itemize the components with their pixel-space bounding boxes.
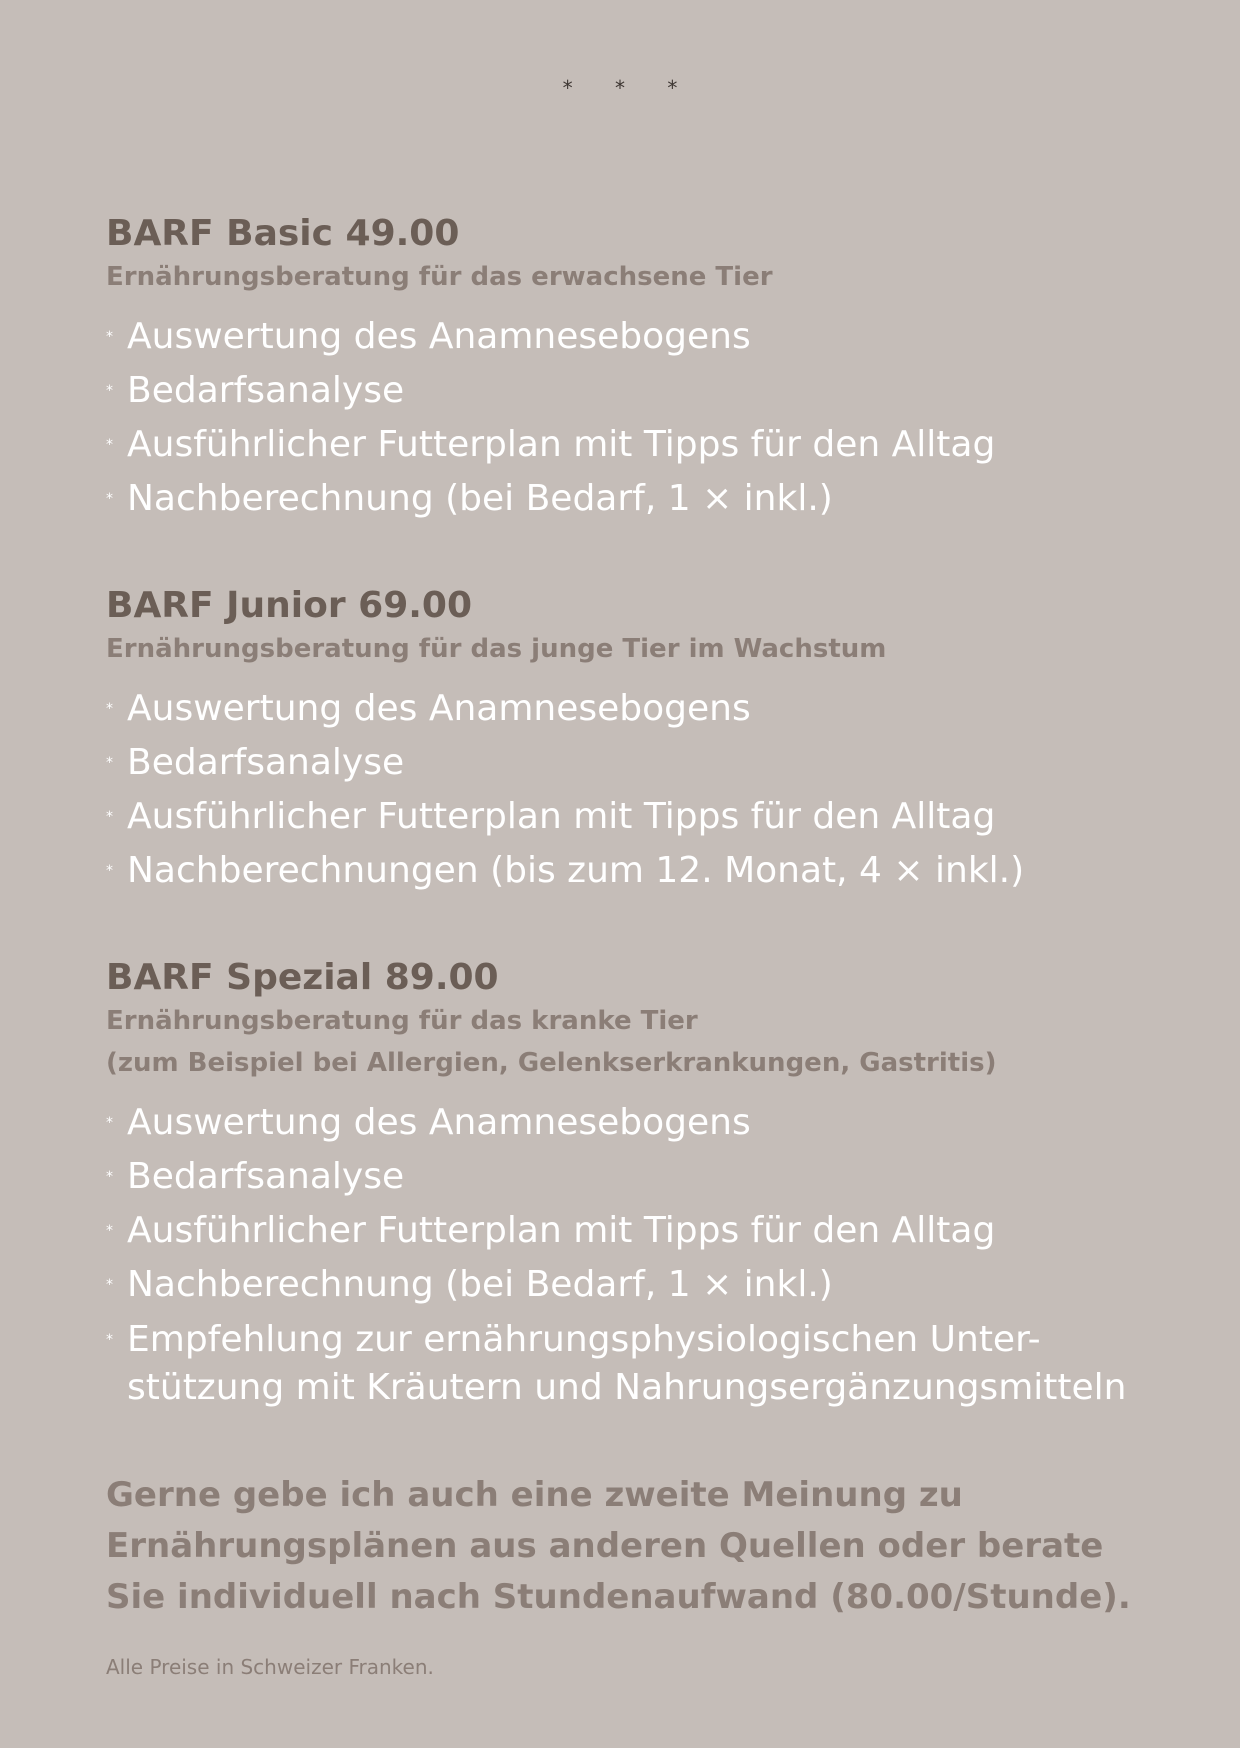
asterisk-bullet-icon: *: [106, 329, 113, 345]
package-title: BARF Junior 69.00: [106, 585, 473, 626]
feature-item: [106, 1096, 1146, 1150]
package-subtitle: Ernährungsberatung für das junge Tier im Wachstum: [106, 634, 887, 664]
feature-item: [106, 472, 1146, 526]
asterisk-bullet-icon: *: [106, 1115, 113, 1131]
feature-text: Nachberechnung (bei Bedarf, 1 × inkl.): [127, 1264, 833, 1305]
feature-item: [106, 1258, 1146, 1312]
feature-text: Auswertung des Anamnesebogens: [127, 316, 751, 357]
price-footnote: Alle Preise in Schweizer Franken.: [106, 1655, 434, 1679]
feature-item: [106, 844, 1146, 898]
package-barf-basic: [106, 212, 1146, 526]
asterisk-bullet-icon: *: [106, 1277, 113, 1293]
asterisk-bullet-icon: *: [106, 1169, 113, 1185]
package-subtitle: Ernährungsberatung für das erwachsene Tier: [106, 262, 773, 292]
feature-list: [106, 1096, 1146, 1412]
feature-item: [106, 1204, 1146, 1258]
feature-text: Bedarfsanalyse: [127, 1156, 405, 1197]
asterisk-bullet-icon: *: [106, 701, 113, 717]
feature-item: [106, 418, 1146, 472]
asterisk-bullet-icon: *: [106, 1223, 113, 1239]
feature-item: [106, 310, 1146, 364]
feature-text: Ausführlicher Futterplan mit Tipps für den Alltag: [127, 424, 996, 465]
feature-text: Auswertung des Anamnesebogens: [127, 688, 751, 729]
feature-text: Ausführlicher Futterplan mit Tipps für den Alltag: [127, 796, 996, 837]
asterisk-bullet-icon: *: [106, 1332, 113, 1348]
asterisk-bullet-icon: *: [106, 491, 113, 507]
feature-text: Ausführlicher Futterplan mit Tipps für den Alltag: [127, 1210, 996, 1251]
closing-note: Gerne gebe ich auch eine zweite Meinung zu Ernährungsplänen aus anderen Quellen oder berate Sie individuell nach Stundenaufwand (80.00/Stunde).: [106, 1475, 1131, 1617]
feature-text: Nachberechnungen (bis zum 12. Monat, 4 × inkl.): [127, 850, 1025, 891]
feature-text: Nachberechnung (bei Bedarf, 1 × inkl.): [127, 478, 833, 519]
feature-list: [106, 682, 1146, 898]
package-title: BARF Spezial 89.00: [106, 957, 499, 998]
feature-text: Bedarfsanalyse: [127, 370, 405, 411]
package-title: BARF Basic 49.00: [106, 213, 460, 254]
feature-item: [106, 790, 1146, 844]
package-barf-spezial: [106, 956, 1146, 1412]
asterisk-bullet-icon: *: [106, 437, 113, 453]
feature-item: [106, 1316, 1146, 1412]
feature-text: Bedarfsanalyse: [127, 742, 405, 783]
feature-item: [106, 364, 1146, 418]
asterisk-bullet-icon: *: [106, 755, 113, 771]
package-subtitle: Ernährungsberatung für das kranke Tier (zum Beispiel bei Allergien, Gelenkserkrankungen, Gastritis): [106, 1006, 997, 1078]
asterisk-bullet-icon: *: [106, 809, 113, 825]
feature-item: [106, 1150, 1146, 1204]
price-list: [106, 212, 1146, 1623]
package-barf-junior: [106, 584, 1146, 898]
asterisk-bullet-icon: *: [106, 383, 113, 399]
ornament-asterisks: * * *: [562, 76, 696, 100]
asterisk-bullet-icon: *: [106, 863, 113, 879]
feature-item: [106, 736, 1146, 790]
feature-text: Empfehlung zur ernährungsphysiologischen Unter- stützung mit Kräutern und Nahrungsergänzungsmitteln: [127, 1319, 1127, 1408]
feature-list: [106, 310, 1146, 526]
feature-item: [106, 682, 1146, 736]
feature-text: Auswertung des Anamnesebogens: [127, 1102, 751, 1143]
